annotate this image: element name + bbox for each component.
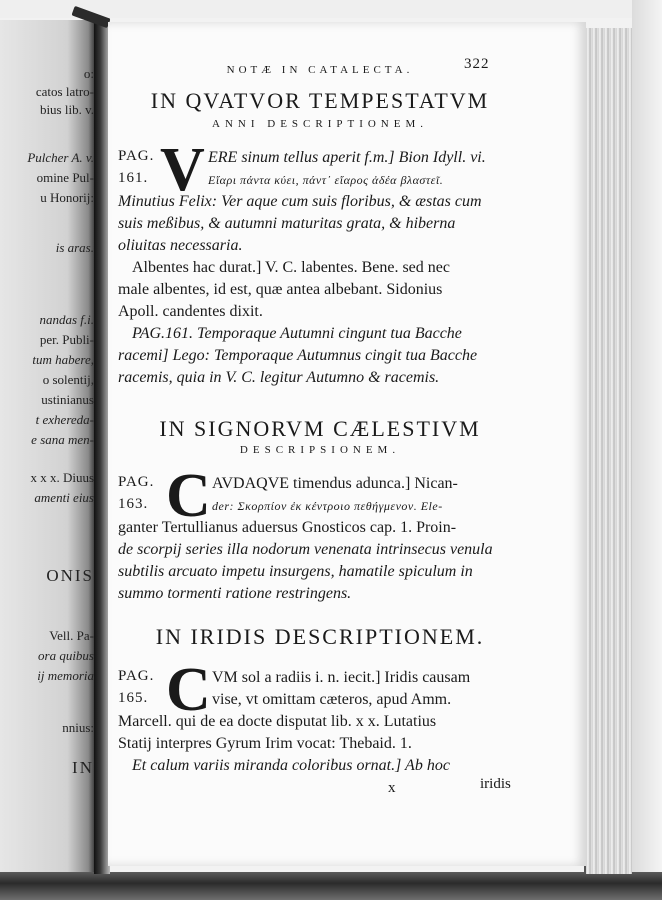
- text-line: VM sol a radiis i. n. iecit.] Iridis causam: [212, 669, 471, 686]
- text-line: ganter Tertullianus aduersus Gnosticos cap. 1. Proin-: [118, 519, 457, 536]
- left-page-fragment: is aras.: [55, 240, 94, 255]
- page-reference-label: PAG.: [118, 668, 155, 684]
- page-reference-label: PAG.: [118, 148, 155, 164]
- left-page-fragment: u Honorij:: [40, 190, 94, 205]
- left-page-fragment: x x x. Diuus: [30, 470, 94, 485]
- left-page-fragment: per. Publi-: [39, 332, 94, 347]
- text-line: racemis, quia in V. C. legitur Autumno & racemis.: [118, 369, 440, 386]
- section-heading: IN SIGNORVM CÆLESTIVM: [159, 416, 481, 441]
- catchword: iridis: [480, 776, 511, 792]
- page-reference-number: 161.: [118, 170, 149, 186]
- text-line: subtilis arcuato impetu insurgens, hamatile spiculum in: [118, 563, 473, 580]
- left-page-fragment: nandas f.i.: [39, 312, 94, 327]
- left-page-fragment: ustinianus: [41, 392, 94, 407]
- text-line: Statij interpres Gyrum Irim vocat: Thebaid. 1.: [118, 735, 412, 752]
- page-reference-number: 163.: [118, 496, 149, 512]
- right-page: [108, 22, 586, 866]
- left-page-fragment: Vell. Pa-: [49, 628, 94, 643]
- text-line: Albentes hac durat.] V. C. labentes. Bene. sed nec: [132, 259, 450, 276]
- text-line: Et calum variis miranda coloribus ornat.] Ab hoc: [132, 757, 450, 774]
- book-lower-edge: [0, 872, 662, 900]
- section-heading: IN IRIDIS DESCRIPTIONEM.: [155, 624, 485, 649]
- left-page-fragment: e sana men-: [31, 432, 94, 447]
- text-line: Εἴαρι πάντα κύει, πάντ᾽ εἴαρος ἁδέα βλαστεῖ.: [208, 173, 444, 187]
- text-line: summo tormenti ratione restringens.: [118, 585, 352, 602]
- section-heading: IN QVATVOR TEMPESTATVM: [150, 88, 490, 113]
- left-page-fragment: nnius:: [62, 720, 94, 735]
- left-page-fragment: IN: [72, 758, 94, 777]
- text-line: Minutius Felix: Ver aque cum suis floribus, & æstas cum: [118, 193, 482, 210]
- section-subheading: DESCRIPSIONEM.: [239, 444, 401, 456]
- drop-cap: C: [166, 462, 211, 530]
- text-line: Apoll. candentes dixit.: [118, 303, 263, 320]
- page-number: 322: [464, 56, 490, 72]
- text-line: PAG.161. Temporaque Autumni cingunt tua Bacche: [132, 325, 462, 342]
- left-page-fragment: ij memoria: [37, 668, 94, 683]
- text-line: de scorpij series illa nodorum venenata intrinsecus venula: [118, 541, 493, 558]
- left-page-fragment: catos latro-: [35, 84, 94, 99]
- left-page-fragment: o solentij,: [42, 372, 94, 387]
- text-line: suis meßibus, & autumni maturitas grata, & hiberna: [118, 215, 456, 232]
- page-reference-label: PAG.: [118, 474, 155, 490]
- text-line: Marcell. qui de ea docte disputat lib. x x. Lutatius: [118, 713, 437, 730]
- text-line: ERE sinum tellus aperit f.m.] Bion Idyll. vi.: [208, 149, 486, 166]
- text-line: der: Σκορπίον ἐκ κέντροιο πεθήγμενον. Ele-: [212, 499, 443, 513]
- running-head: NOTÆ IN CATALECTA.: [226, 64, 414, 76]
- page-block-edge: [584, 28, 632, 874]
- text-line: oliuitas necessaria.: [118, 237, 243, 254]
- text-line: racemi] Lego: Temporaque Autumnus cingit tua Bacche: [118, 347, 478, 364]
- signature-mark: x: [388, 780, 396, 796]
- left-page-fragment: Pulcher A. v.: [27, 150, 94, 165]
- left-page-fragment: ora quibus: [38, 648, 94, 663]
- left-page-fragment: ONIS: [46, 566, 94, 585]
- background-right: [632, 0, 662, 900]
- left-page-fragment: o:: [83, 66, 94, 81]
- left-facing-page: [0, 20, 96, 872]
- section-subheading: ANNI DESCRIPTIONEM.: [212, 118, 428, 130]
- page-reference-number: 165.: [118, 690, 149, 706]
- text-line: AVDAQVE timendus adunca.] Nican-: [212, 475, 458, 492]
- left-page-fragment: bius lib. v.: [39, 102, 94, 117]
- drop-cap: V: [160, 136, 205, 204]
- text-line: male albentes, id est, quæ antea albebant. Sidonius: [118, 281, 443, 298]
- left-page-fragment: t exhereda-: [35, 412, 94, 427]
- drop-cap: C: [166, 656, 211, 724]
- left-page-fragment: omine Pul-: [36, 170, 94, 185]
- text-line: vise, vt omittam cæteros, apud Amm.: [212, 691, 452, 708]
- left-page-fragment: amenti eius: [34, 490, 94, 505]
- left-page-fragment: tum habere,: [32, 352, 94, 367]
